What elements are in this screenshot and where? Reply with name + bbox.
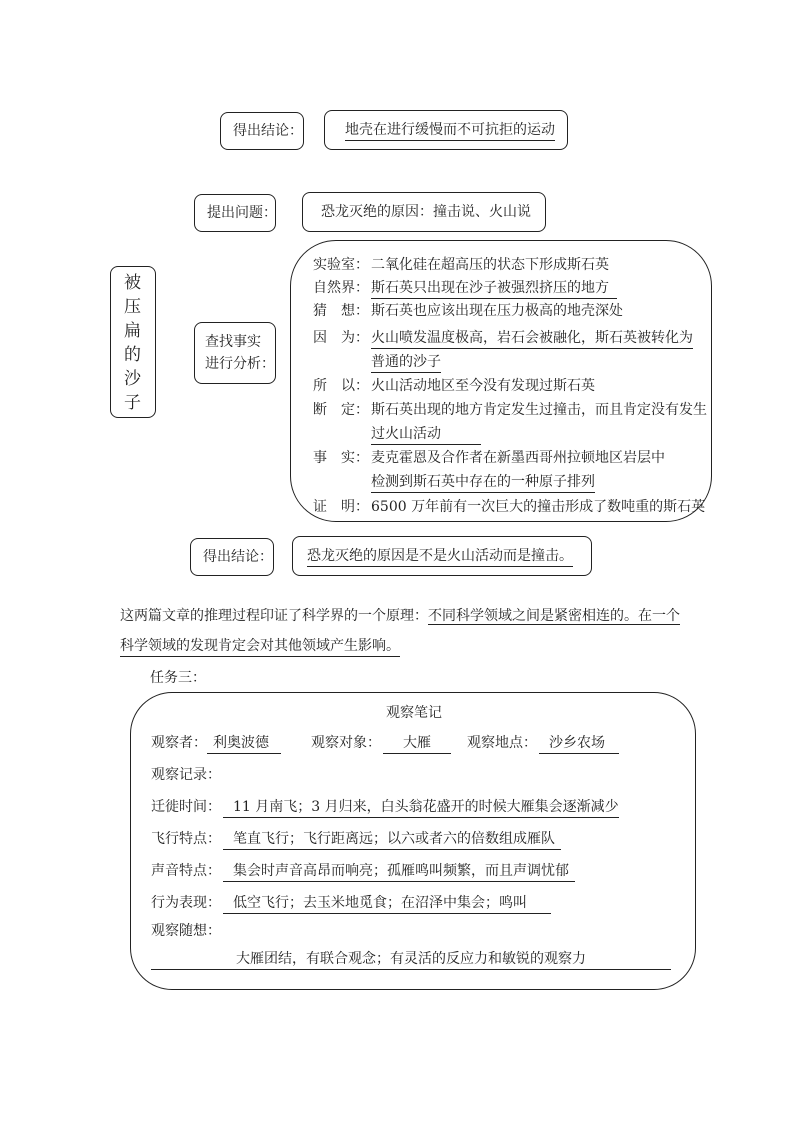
fact-key: 证 明： bbox=[313, 499, 369, 515]
analysis-label-line1: 查找事实 bbox=[205, 334, 261, 350]
observer-label: 观察者： bbox=[151, 735, 207, 751]
object-value: 大雁 bbox=[383, 733, 451, 754]
fact-value: 二氧化硅在超高压的状态下形成斯石英 bbox=[371, 257, 609, 273]
fact-value: 火山喷发温度极高，岩石会被融化，斯石英被转化为 bbox=[371, 328, 693, 349]
fact-value: 斯石英出现的地方肯定发生过撞击，而且肯定没有发生 bbox=[371, 402, 707, 418]
side-title-char: 子 bbox=[124, 393, 141, 413]
facts-box bbox=[290, 240, 712, 522]
conclusion2-label-box bbox=[190, 538, 274, 576]
question-label-box bbox=[194, 194, 276, 232]
fact-value: 斯石英也应该出现在压力极高的地壳深处 bbox=[371, 303, 623, 319]
question-box bbox=[302, 192, 546, 232]
fact-key: 实验室： bbox=[313, 257, 369, 273]
sound-value: 集会时声音高昂而响亮；孤雁鸣叫频繁，而且声调忧郁 bbox=[223, 861, 575, 882]
paragraph-underlined-1: 不同科学领域之间是紧密相连的。在一个 bbox=[428, 608, 680, 624]
conclusion2-box bbox=[292, 536, 592, 576]
conclusion2-label: 得出结论： bbox=[203, 549, 273, 565]
side-title-char: 沙 bbox=[124, 369, 141, 389]
place-label: 观察地点： bbox=[467, 735, 537, 751]
side-title-char: 被 bbox=[124, 273, 141, 293]
place-value: 沙乡农场 bbox=[539, 733, 619, 754]
top-conclusion-label-box bbox=[220, 112, 304, 150]
behavior-value: 低空飞行；去玉米地觅食；在沼泽中集会；鸣叫 bbox=[223, 893, 551, 914]
notes-box bbox=[130, 692, 696, 990]
thoughts-value: 大雁团结，有联合观念；有灵活的反应力和敏锐的观察力 bbox=[151, 949, 671, 970]
record-label: 观察记录： bbox=[151, 767, 221, 783]
flight-label: 飞行特点： bbox=[151, 831, 221, 847]
fact-value: 过火山活动 bbox=[371, 424, 481, 445]
object-label: 观察对象： bbox=[311, 735, 381, 751]
side-title-char: 扁 bbox=[124, 321, 141, 341]
fact-key: 自然界： bbox=[313, 280, 369, 296]
side-title-char: 压 bbox=[124, 297, 141, 317]
behavior-label: 行为表现： bbox=[151, 895, 221, 911]
migration-value: 11 月南飞；3 月归来，白头翁花盛开的时候大雁集会逐渐减少 bbox=[223, 797, 619, 818]
question-text: 恐龙灭绝的原因：撞击说、火山说 bbox=[321, 204, 531, 220]
task-label: 任务三： bbox=[150, 670, 206, 686]
fact-value: 检测到斯石英中存在的一种原子排列 bbox=[371, 472, 595, 493]
analysis-label-line2: 进行分析： bbox=[205, 356, 275, 372]
flight-value: 笔直飞行；飞行距离远；以六或者六的倍数组成雁队 bbox=[223, 829, 561, 850]
top-conclusion-box bbox=[324, 110, 568, 150]
fact-key: 断 定： bbox=[313, 402, 369, 418]
fact-value: 斯石英只出现在沙子被强烈挤压的地方 bbox=[371, 278, 617, 299]
fact-key: 因 为： bbox=[313, 330, 369, 346]
paragraph-line2: 科学领域的发现肯定会对其他领域产生影响。 bbox=[120, 636, 400, 657]
fact-key: 猜 想： bbox=[313, 303, 369, 319]
thoughts-label: 观察随想： bbox=[151, 923, 221, 939]
top-conclusion-label: 得出结论： bbox=[233, 123, 303, 139]
observer-value: 利奥波德 bbox=[207, 733, 281, 754]
fact-value: 6500 万年前有一次巨大的撞击形成了数吨重的斯石英 bbox=[371, 499, 706, 515]
notes-title: 观察笔记 bbox=[386, 705, 442, 721]
question-label: 提出问题： bbox=[207, 205, 277, 221]
conclusion2-text: 恐龙灭绝的原因是不是火山活动而是撞击。 bbox=[307, 546, 573, 567]
side-title-char: 的 bbox=[124, 345, 141, 365]
fact-key: 事 实： bbox=[313, 450, 369, 466]
fact-value: 火山活动地区至今没有发现过斯石英 bbox=[371, 378, 595, 394]
paragraph-prefix: 这两篇文章的推理过程印证了科学界的一个原理： bbox=[120, 608, 428, 624]
top-conclusion-text: 地壳在进行缓慢而不可抗拒的运动 bbox=[345, 120, 555, 141]
migration-label: 迁徙时间： bbox=[151, 799, 221, 815]
paragraph-line1 bbox=[120, 606, 680, 626]
side-title-box bbox=[110, 266, 156, 418]
analysis-label-box bbox=[194, 322, 276, 384]
fact-value: 普通的沙子 bbox=[371, 352, 441, 373]
fact-key: 所 以： bbox=[313, 378, 369, 394]
fact-value: 麦克霍恩及合作者在新墨西哥州拉顿地区岩层中 bbox=[371, 450, 665, 466]
sound-label: 声音特点： bbox=[151, 863, 221, 879]
